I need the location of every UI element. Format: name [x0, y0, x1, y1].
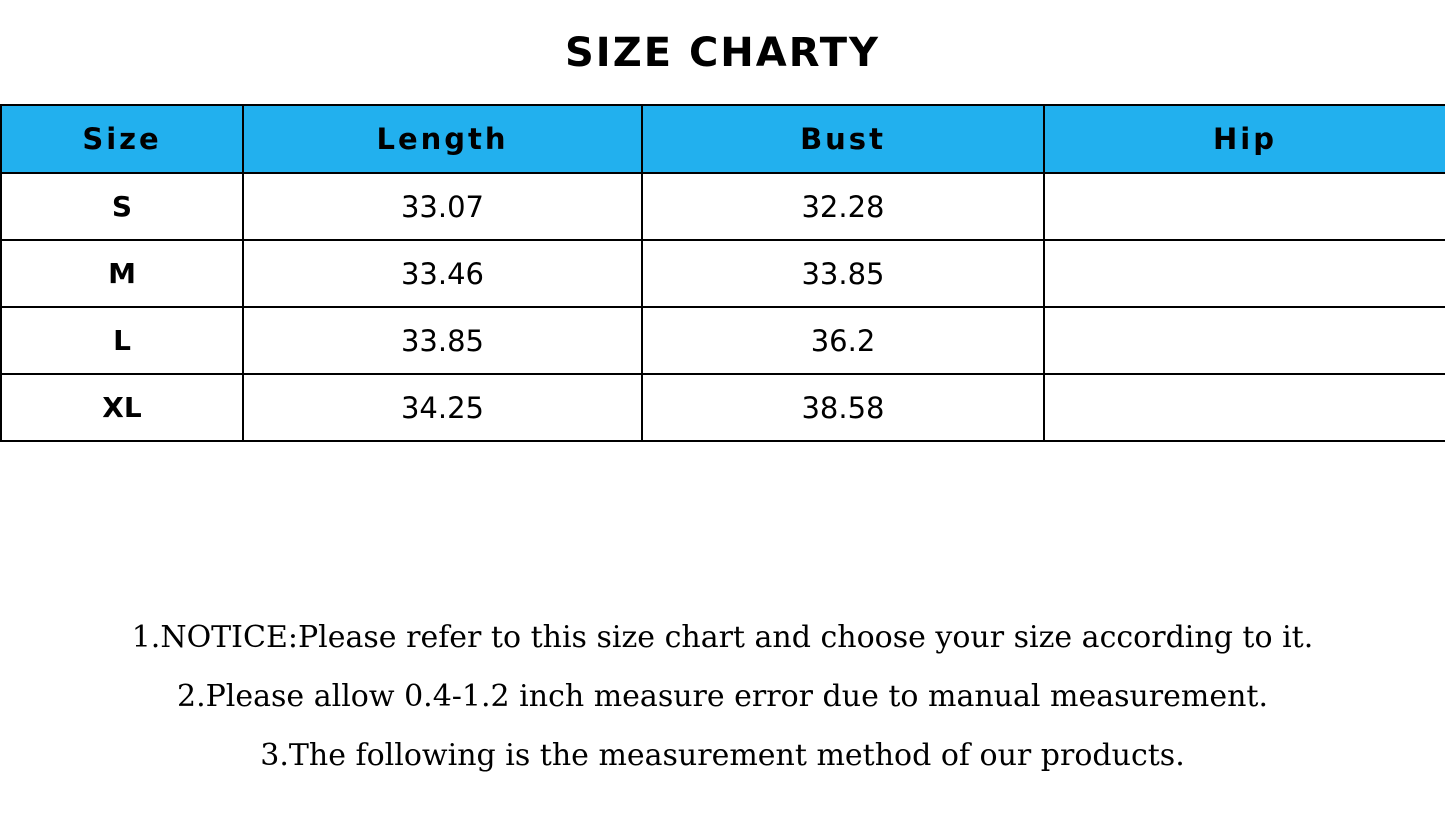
- cell-size: M: [1, 240, 243, 307]
- cell-length: 33.07: [243, 173, 642, 240]
- size-chart-table: [0, 104, 1445, 442]
- column-header-bust: Bust: [642, 105, 1044, 173]
- column-header-length: Length: [243, 105, 642, 173]
- table-row: [1, 307, 1445, 374]
- notes-block: [0, 608, 1445, 785]
- cell-length: 34.25: [243, 374, 642, 441]
- cell-size: S: [1, 173, 243, 240]
- cell-size: XL: [1, 374, 243, 441]
- table-row: [1, 374, 1445, 441]
- cell-length: 33.85: [243, 307, 642, 374]
- cell-hip: [1044, 240, 1445, 307]
- cell-bust: 38.58: [642, 374, 1044, 441]
- note-line-2: 2.Please allow 0.4-1.2 inch measure error due to manual measurement.: [176, 679, 1269, 714]
- cell-length: 33.46: [243, 240, 642, 307]
- cell-bust: 33.85: [642, 240, 1044, 307]
- column-header-hip: Hip: [1044, 105, 1445, 173]
- cell-hip: [1044, 374, 1445, 441]
- cell-hip: [1044, 173, 1445, 240]
- cell-hip: [1044, 307, 1445, 374]
- note-line-1: 1.NOTICE:Please refer to this size chart and choose your size according to it.: [131, 620, 1314, 655]
- page-title: SIZE CHARTY: [565, 30, 880, 76]
- cell-size: L: [1, 307, 243, 374]
- table-row: [1, 240, 1445, 307]
- column-header-size: Size: [1, 105, 243, 173]
- cell-bust: 36.2: [642, 307, 1044, 374]
- table-header-row: [1, 105, 1445, 173]
- note-line-3: 3.The following is the measurement method of our products.: [260, 738, 1185, 773]
- table-row: [1, 173, 1445, 240]
- cell-bust: 32.28: [642, 173, 1044, 240]
